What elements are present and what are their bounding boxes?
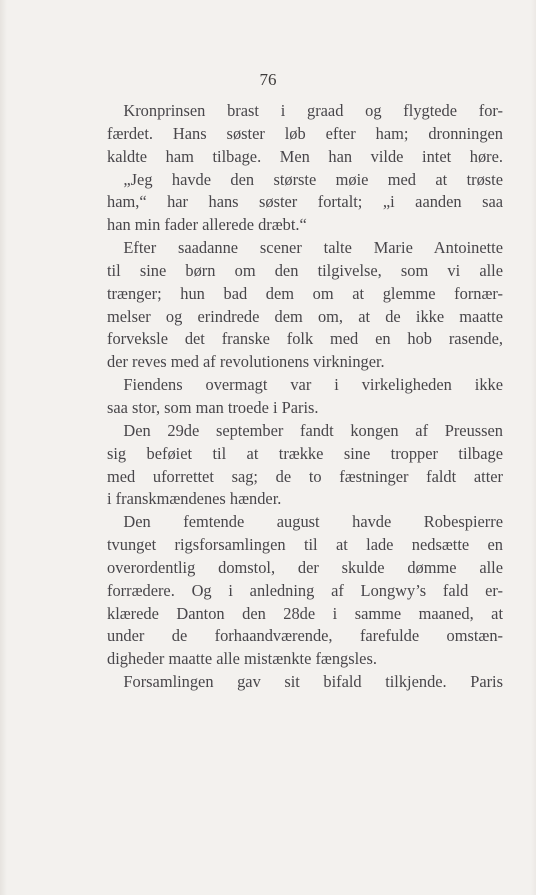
page-number: 76 (259, 70, 277, 89)
text-line: Efter saadanne scener talte Marie Antoinette (123, 238, 503, 258)
text-line: klærede Danton den 28de i samme maaned, at (107, 603, 503, 623)
text-line: ham,“ har hans søster fortalt; „i aanden saa (107, 192, 503, 212)
text-line: saa stor, som man troede i Paris. (107, 397, 319, 417)
page-edge-shadow-left (0, 0, 7, 895)
text-line: han min fader allerede dræbt.“ (107, 215, 307, 235)
text-line: melser og erindrede dem om, at de ikke maatte (107, 306, 503, 326)
text-line: „Jeg havde den største møie med at trøste (123, 169, 503, 189)
text-line: digheder maatte alle mistænkte fængsles. (107, 649, 377, 669)
text-line: Den 29de september fandt kongen af Preussen (123, 420, 503, 440)
text-line: færdet. Hans søster løb efter ham; dronningen (107, 123, 503, 143)
text-line: med uforrettet sag; de to fæstninger faldt atter (107, 466, 503, 486)
text-line: Kronprinsen brast i graad og flygtede for- (123, 101, 503, 120)
text-line: forrædere. Og i anledning af Longwy’s fald er- (107, 580, 503, 600)
text-line: sig beføiet til at trække sine tropper tilbage (107, 443, 503, 463)
text-line: under de forhaandværende, farefulde omstæn- (107, 626, 503, 646)
text-line: kaldte ham tilbage. Men han vilde intet høre. (107, 146, 503, 166)
text-line: trænger; hun bad dem om at glemme fornær- (107, 283, 503, 303)
text-line: overordentlig domstol, der skulde dømme alle (107, 557, 503, 577)
text-line: til sine børn om den tilgivelse, som vi alle (107, 260, 503, 280)
text-line: forveksle det franske folk med en hob rasende, (107, 329, 503, 349)
text-line: i franskmændenes hænder. (107, 489, 282, 509)
body-text (107, 100, 503, 694)
text-line: der reves med af revolutionens virkninger. (107, 352, 385, 372)
text-line: Den femtende august havde Robespierre (123, 512, 503, 532)
page-edge-shadow-right (531, 0, 536, 895)
text-line: Fiendens overmagt var i virkeligheden ikke (123, 375, 503, 395)
text-line: tvunget rigsforsamlingen til at lade nedsætte en (107, 535, 503, 555)
text-line: Forsamlingen gav sit bifald tilkjende. Paris (123, 672, 503, 692)
